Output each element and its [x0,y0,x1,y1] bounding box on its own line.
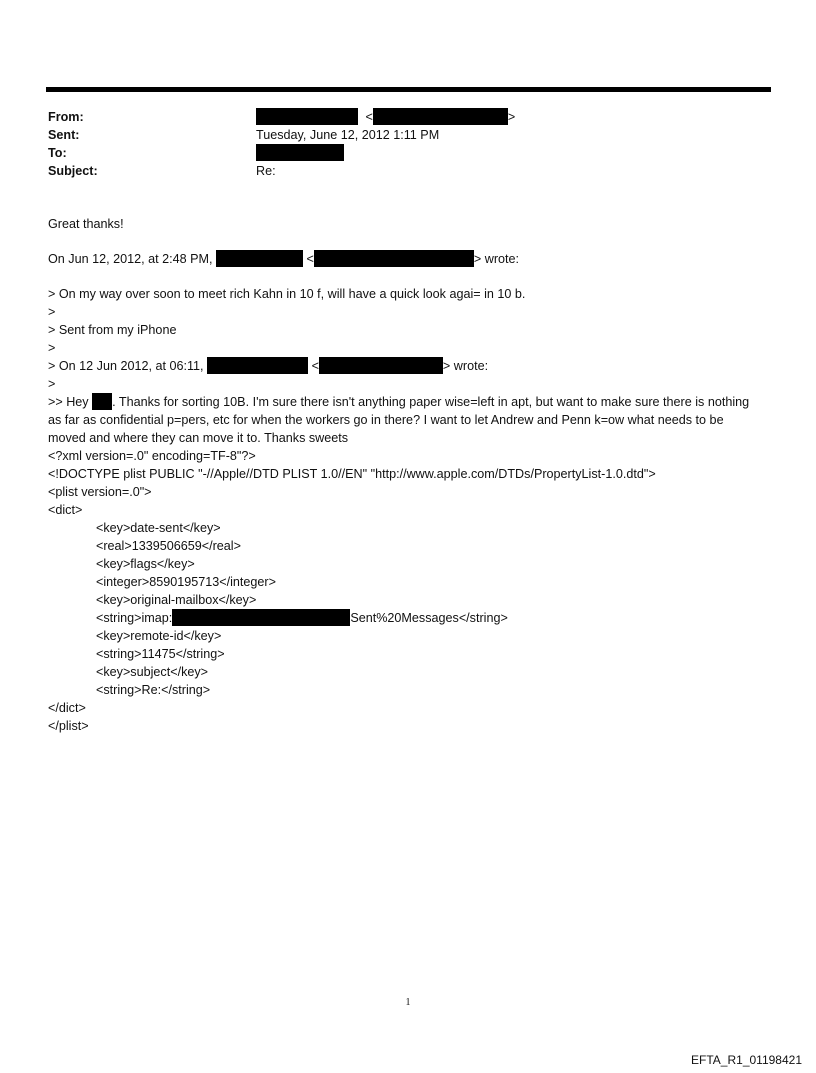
xml-line: <key>remote-id</key> [96,629,222,643]
xml-line: </plist> [48,719,89,733]
xml-line: <key>flags</key> [96,557,195,571]
hey-paragraph [48,393,763,447]
xml-line: <integer>8590195713</integer> [96,575,276,589]
hey-prefix: >> Hey [48,395,89,409]
from-value [256,108,515,126]
quoted-line: > [48,377,56,391]
xml-line-mailbox [48,609,763,627]
email-header [48,108,768,180]
quote1-suffix: > wrote: [473,252,520,266]
quote2-suffix: > wrote: [442,359,489,373]
quote-header-1 [48,250,763,268]
from-row [48,108,768,126]
xml-line: </dict> [48,701,86,715]
xml-line: <string>11475</string> [96,647,225,661]
to-value [256,144,344,162]
redaction-box [314,250,474,267]
sent-row [48,126,768,144]
quoted-line: > On my way over soon to meet rich Kahn in 10 f, will have a quick look agai= in 10 b. [48,287,526,301]
redaction-box [92,393,112,410]
redaction-box [172,609,350,626]
quote2-prefix: > On 12 Jun 2012, at 06:11, [48,359,204,373]
xml-line: <dict> [48,503,83,517]
subject-label: Subject: [48,164,98,178]
quoted-line: > [48,341,56,355]
redaction-box [207,357,308,374]
quote1-lt: < [306,252,314,266]
redaction-box [319,357,443,374]
quote1-prefix: On Jun 12, 2012, at 2:48 PM, [48,252,213,266]
quoted-line: > Sent from my iPhone [48,323,177,337]
from-label: From: [48,110,84,124]
header-rule [46,87,771,92]
greeting: Great thanks! [48,217,124,231]
hey-text: . Thanks for sorting 10B. I'm sure there isn't anything paper wise=left in apt, but want to make sure there is nothing as far as confidential p=pers, etc for when the workers go in there? I want to let Andrew and Penn k=ow what needs to be moved and where they can move it to. Thanks sweets [48,395,750,445]
sent-value: Tuesday, June 12, 2012 1:11 PM [256,128,440,142]
xml-line: <key>subject</key> [96,665,209,679]
subject-value: Re: [256,164,276,178]
to-label: To: [48,146,67,160]
redaction-box [373,108,508,125]
email-body [48,215,763,735]
redaction-box [256,108,358,125]
xml-line: <string>Re:</string> [96,683,211,697]
xml-line: <!DOCTYPE plist PUBLIC "-//Apple//DTD PLIST 1.0//EN" "http://www.apple.com/DTDs/PropertyList-1.0.dtd"> [48,467,656,481]
xml10-prefix: <string>imap: [96,611,173,625]
xml-line: <plist version=.0"> [48,485,152,499]
bates-number: EFTA_R1_01198421 [691,1053,802,1067]
from-gt: > [507,110,516,124]
xml10-suffix: Sent%20Messages</string> [350,611,508,625]
xml-line: <real>1339506659</real> [96,539,241,553]
quote-header-2 [48,357,763,375]
xml-line: <?xml version=.0" encoding=TF-8"?> [48,449,256,463]
quote2-lt: < [311,359,319,373]
to-row [48,144,768,162]
page-number: 1 [405,997,411,1008]
sent-label: Sent: [48,128,80,142]
subject-row [48,162,768,180]
from-lt: < [365,110,373,124]
xml-line: <key>original-mailbox</key> [96,593,257,607]
redaction-box [216,250,303,267]
quoted-line: > [48,305,56,319]
xml-line: <key>date-sent</key> [96,521,221,535]
redaction-box [256,144,344,161]
